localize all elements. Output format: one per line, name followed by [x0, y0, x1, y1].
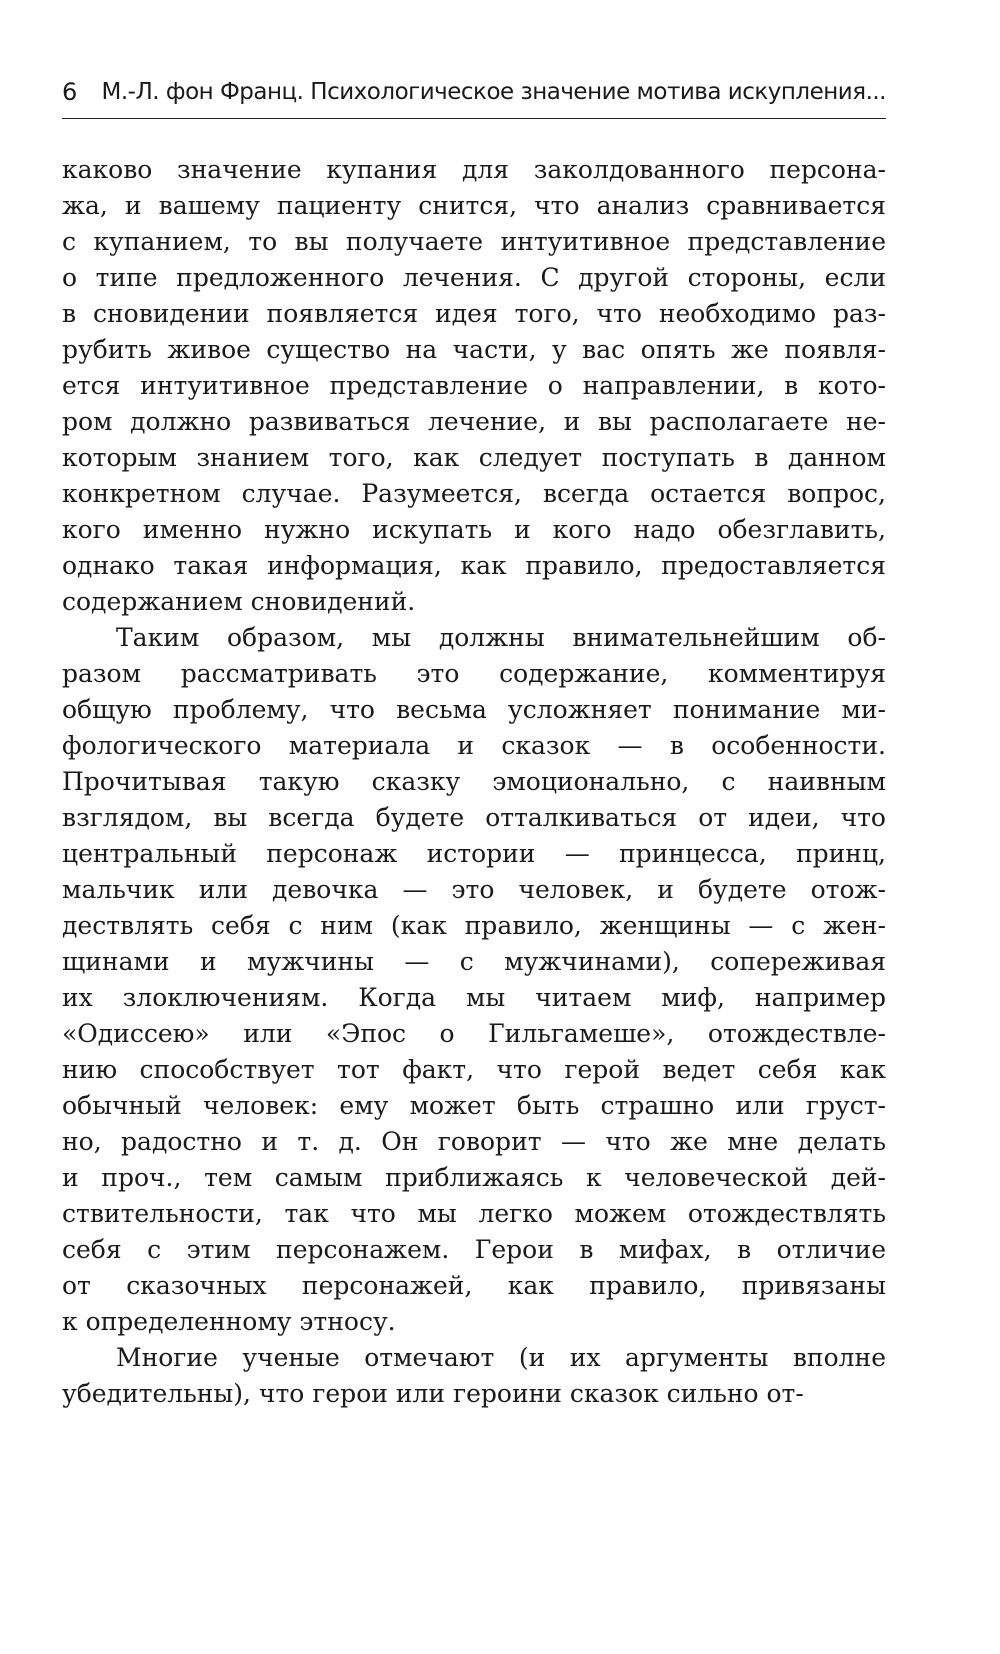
text-line: ется интуитивное представление о направлении, в кото-	[62, 371, 886, 400]
text-line: однако такая информация, как правило, предоставляется	[62, 551, 886, 580]
text-line: ром должно развиваться лечение, и вы располагаете не-	[62, 407, 886, 436]
text-line: центральный персонаж истории — принцесса, принц,	[62, 839, 886, 868]
text-line: нию способствует тот факт, что герой ведет себя как	[62, 1055, 886, 1084]
text-line: Многие ученые отмечают (и их аргументы вполне	[116, 1343, 886, 1372]
text-line: каково значение купания для заколдованного персона-	[62, 155, 886, 184]
text-line: их злоключениям. Когда мы читаем миф, например	[62, 983, 886, 1012]
text-line: фологического материала и сказок — в особенности.	[62, 731, 886, 760]
text-line: к определенному этносу.	[62, 1307, 396, 1336]
text-line: с купанием, то вы получаете интуитивное представление	[62, 227, 886, 256]
text-line: ствительности, так что мы легко можем отождествлять	[62, 1199, 886, 1228]
text-line: разом рассматривать это содержание, комментируя	[62, 659, 886, 688]
text-line: Прочитывая такую сказку эмоционально, с наивным	[62, 767, 886, 796]
running-head: М.-Л. фон Франц. Психологическое значение мотива искупления...	[101, 79, 886, 105]
text-line: которым знанием того, как следует поступать в данном	[62, 443, 886, 472]
text-line: рубить живое существо на части, у вас опять же появля-	[62, 335, 886, 364]
text-line: взглядом, вы всегда будете отталкиваться от идеи, что	[62, 803, 886, 832]
text-line: убедительны), что герои или героини сказок сильно от-	[62, 1379, 804, 1408]
text-line: и проч., тем самым приближаясь к человеческой дей-	[62, 1163, 886, 1192]
text-line: Таким образом, мы должны внимательнейшим об-	[116, 623, 886, 652]
paragraph	[62, 620, 886, 1340]
text-line: кого именно нужно искупать и кого надо обезглавить,	[62, 515, 886, 544]
text-line: содержанием сновидений.	[62, 587, 416, 616]
text-line: конкретном случае. Разумеется, всегда остается вопрос,	[62, 479, 886, 508]
text-line: дествлять себя с ним (как правило, женщины — с жен-	[62, 911, 886, 940]
text-line: щинами и мужчины — с мужчинами), сопереживая	[62, 947, 886, 976]
text-line: о типе предложенного лечения. С другой стороны, если	[62, 263, 886, 292]
text-line: от сказочных персонажей, как правило, привязаны	[62, 1271, 886, 1300]
page-header	[62, 72, 886, 112]
text-line: себя с этим персонажем. Герои в мифах, в отличие	[62, 1235, 886, 1264]
page-number: 6	[62, 78, 78, 106]
text-line: но, радостно и т. д. Он говорит — что же мне делать	[62, 1127, 886, 1156]
text-line: мальчик или девочка — это человек, и будете отож-	[62, 875, 886, 904]
text-line: обычный человек: ему может быть страшно или груст-	[62, 1091, 886, 1120]
text-line: общую проблему, что весьма усложняет понимание ми-	[62, 695, 886, 724]
text-line: «Одиссею» или «Эпос о Гильгамеше», отождествле-	[62, 1019, 886, 1048]
paragraph	[62, 1340, 886, 1412]
text-line: жа, и вашему пациенту снится, что анализ сравнивается	[62, 191, 886, 220]
paragraph	[62, 152, 886, 620]
body-text	[62, 152, 886, 1412]
header-divider	[62, 118, 886, 119]
text-line: в сновидении появляется идея того, что необходимо раз-	[62, 299, 886, 328]
